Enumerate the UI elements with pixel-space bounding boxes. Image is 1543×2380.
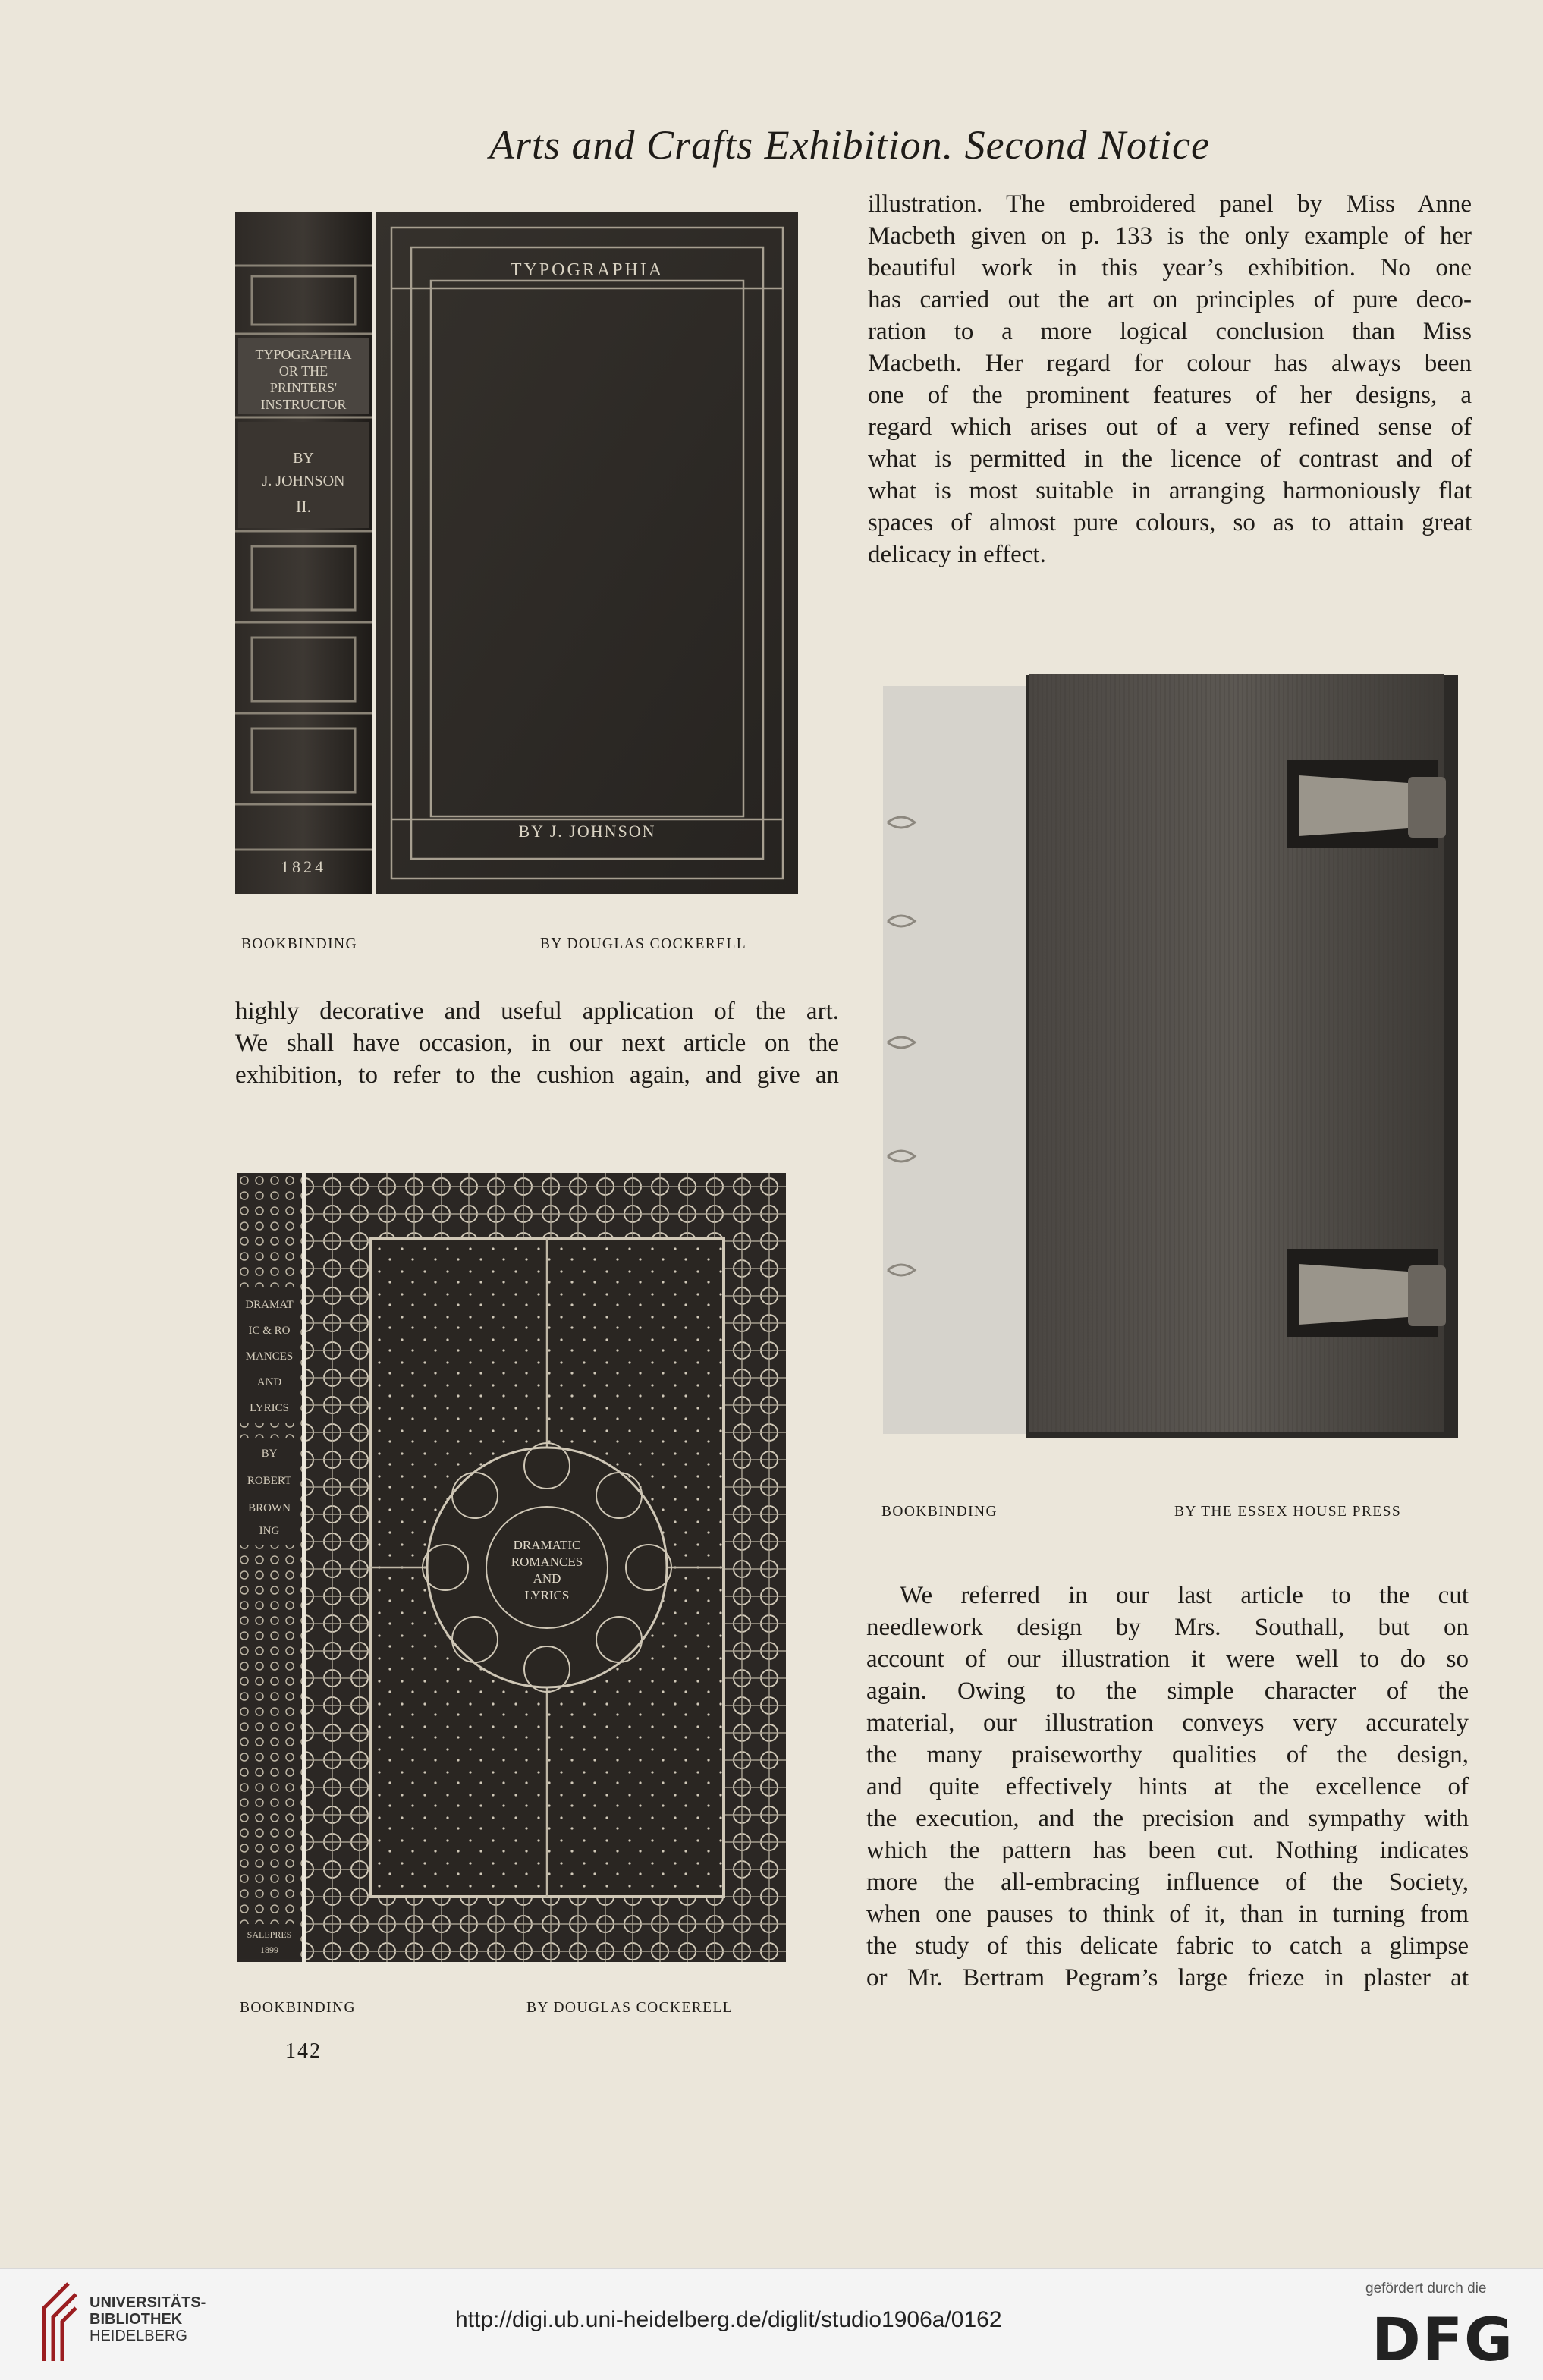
library-name-line-3: HEIDELBERG xyxy=(90,2328,187,2344)
running-head: Arts and Crafts Exhibition. Second Notice xyxy=(489,122,1210,168)
caption-plate-2-artist: BY THE ESSEX HOUSE PRESS xyxy=(1174,1504,1402,1520)
typographia-binding-photo xyxy=(235,212,798,894)
text-line: what is permitted in the licence of contrast and of xyxy=(868,445,1472,473)
dfg-logo[interactable]: DFG xyxy=(1372,2306,1515,2375)
article-text-right-top xyxy=(868,188,1472,571)
text-line: account of our illustration it were well to do so xyxy=(866,1646,1469,1673)
center-title-3: AND xyxy=(533,1571,561,1586)
spine-author-1: BY xyxy=(293,450,314,467)
university-library-name xyxy=(90,2294,206,2344)
text-line: the execution, and the precision and sympathy with xyxy=(866,1805,1469,1832)
caption-plate-2 xyxy=(881,1504,1467,1520)
text-line: spaces of almost pure colours, so as to attain great xyxy=(868,509,1472,536)
caption-plate-1-artist: BY DOUGLAS COCKERELL xyxy=(540,936,747,952)
plate-dramatic-romances-binding xyxy=(237,1173,786,1962)
text-line: which the pattern has been cut. Nothing indicates xyxy=(866,1837,1469,1864)
text-line: ration to a more logical conclusion than Miss xyxy=(868,318,1472,345)
library-name-line-1: UNIVERSITÄTS- xyxy=(90,2294,206,2311)
plate-typographia-binding xyxy=(235,212,798,894)
funding-note: gefördert durch die xyxy=(1365,2281,1487,2297)
cover-title: TYPOGRAPHIA xyxy=(510,260,665,280)
caption-plate-3-artist: BY DOUGLAS COCKERELL xyxy=(526,2000,734,2016)
center-title-1: DRAMATIC xyxy=(513,1538,581,1552)
spine-author-2: ROBERT xyxy=(247,1475,292,1487)
center-title-2: ROMANCES xyxy=(511,1555,583,1569)
text-line: Macbeth given on p. 133 is the only example of her xyxy=(868,222,1472,250)
spine-author-1: BY xyxy=(261,1448,278,1460)
text-line: delicacy in effect. xyxy=(868,541,1046,568)
caption-plate-1 xyxy=(241,936,800,953)
spine-volume: II. xyxy=(295,497,312,516)
text-line: illustration. The embroidered panel by Miss Anne xyxy=(868,190,1472,218)
spine-title-5: LYRICS xyxy=(250,1402,289,1414)
text-line: needlework design by Mrs. Southall, but on xyxy=(866,1614,1469,1641)
plate-essex-house-binding xyxy=(877,671,1467,1449)
spine-title-4: AND xyxy=(256,1376,282,1388)
dramatic-romances-binding-photo xyxy=(237,1173,786,1962)
text-line: beautiful work in this year’s exhibition. No one xyxy=(868,254,1472,281)
spine-year: 1824 xyxy=(281,857,326,876)
spine-title-4: INSTRUCTOR xyxy=(260,397,347,412)
university-library-logo-icon[interactable] xyxy=(38,2278,80,2367)
spine-title-1: DRAMAT xyxy=(245,1299,294,1311)
spine-author-4: ING xyxy=(259,1525,280,1537)
permalink-url[interactable]: http://digi.ub.uni-heidelberg.de/diglit/studio1906a/0162 xyxy=(455,2307,1002,2332)
spine-title-2: IC & RO xyxy=(248,1325,291,1337)
spine-title-1: TYPOGRAPHIA xyxy=(255,347,352,362)
spine-imprint: SALEPRES xyxy=(247,1929,292,1940)
text-line: exhibition, to refer to the cushion again, and give an xyxy=(235,1061,839,1089)
text-line: We shall have occasion, in our next article on the xyxy=(235,1030,839,1057)
text-line: and quite effectively hints at the excellence of xyxy=(866,1773,1469,1800)
spine-title-3: PRINTERS' xyxy=(269,380,338,395)
spine-title-3: MANCES xyxy=(245,1350,294,1363)
center-title-4: LYRICS xyxy=(524,1588,570,1602)
article-text-left-middle xyxy=(235,995,839,1091)
library-name-line-2: BIBLIOTHEK xyxy=(90,2311,183,2328)
page-number: 142 xyxy=(285,2039,322,2063)
caption-plate-3-subject: BOOKBINDING xyxy=(240,2000,356,2016)
cover-author: BY J. JOHNSON xyxy=(518,822,656,841)
spine-author-3: BROWN xyxy=(248,1502,291,1514)
text-line: the study of this delicate fabric to catch a glimpse xyxy=(866,1932,1469,1960)
text-line: Macbeth. Her regard for colour has always been xyxy=(868,350,1472,377)
article-text-right-bottom xyxy=(866,1580,1469,1994)
text-line: one of the prominent features of her designs, a xyxy=(868,382,1472,409)
text-line: again. Owing to the simple character of the xyxy=(866,1677,1469,1705)
text-line: more the all-embracing influence of the Society, xyxy=(866,1869,1469,1896)
caption-plate-2-subject: BOOKBINDING xyxy=(881,1504,998,1520)
text-line: regard which arises out of a very refined sense of xyxy=(868,413,1472,441)
essex-house-binding-photo xyxy=(877,671,1467,1449)
text-line: highly decorative and useful application of the art. xyxy=(235,998,839,1025)
caption-plate-3 xyxy=(240,2000,783,2017)
text-line: has carried out the art on principles of pure deco- xyxy=(868,286,1472,313)
spine-title-2: OR THE xyxy=(278,363,328,379)
caption-plate-1-subject: BOOKBINDING xyxy=(241,936,357,952)
text-line: material, our illustration conveys very accurately xyxy=(866,1709,1469,1737)
text-line: the many praiseworthy qualities of the design, xyxy=(866,1741,1469,1768)
text-line: or Mr. Bertram Pegram’s large frieze in plaster at xyxy=(866,1964,1469,1992)
text-line: what is most suitable in arranging harmoniously flat xyxy=(868,477,1472,505)
spine-year: 1899 xyxy=(260,1945,278,1955)
text-line: We referred in our last article to the cut xyxy=(900,1582,1469,1609)
spine-author-2: J. JOHNSON xyxy=(262,473,345,489)
text-line: when one pauses to think of it, than in turning from xyxy=(866,1901,1469,1928)
